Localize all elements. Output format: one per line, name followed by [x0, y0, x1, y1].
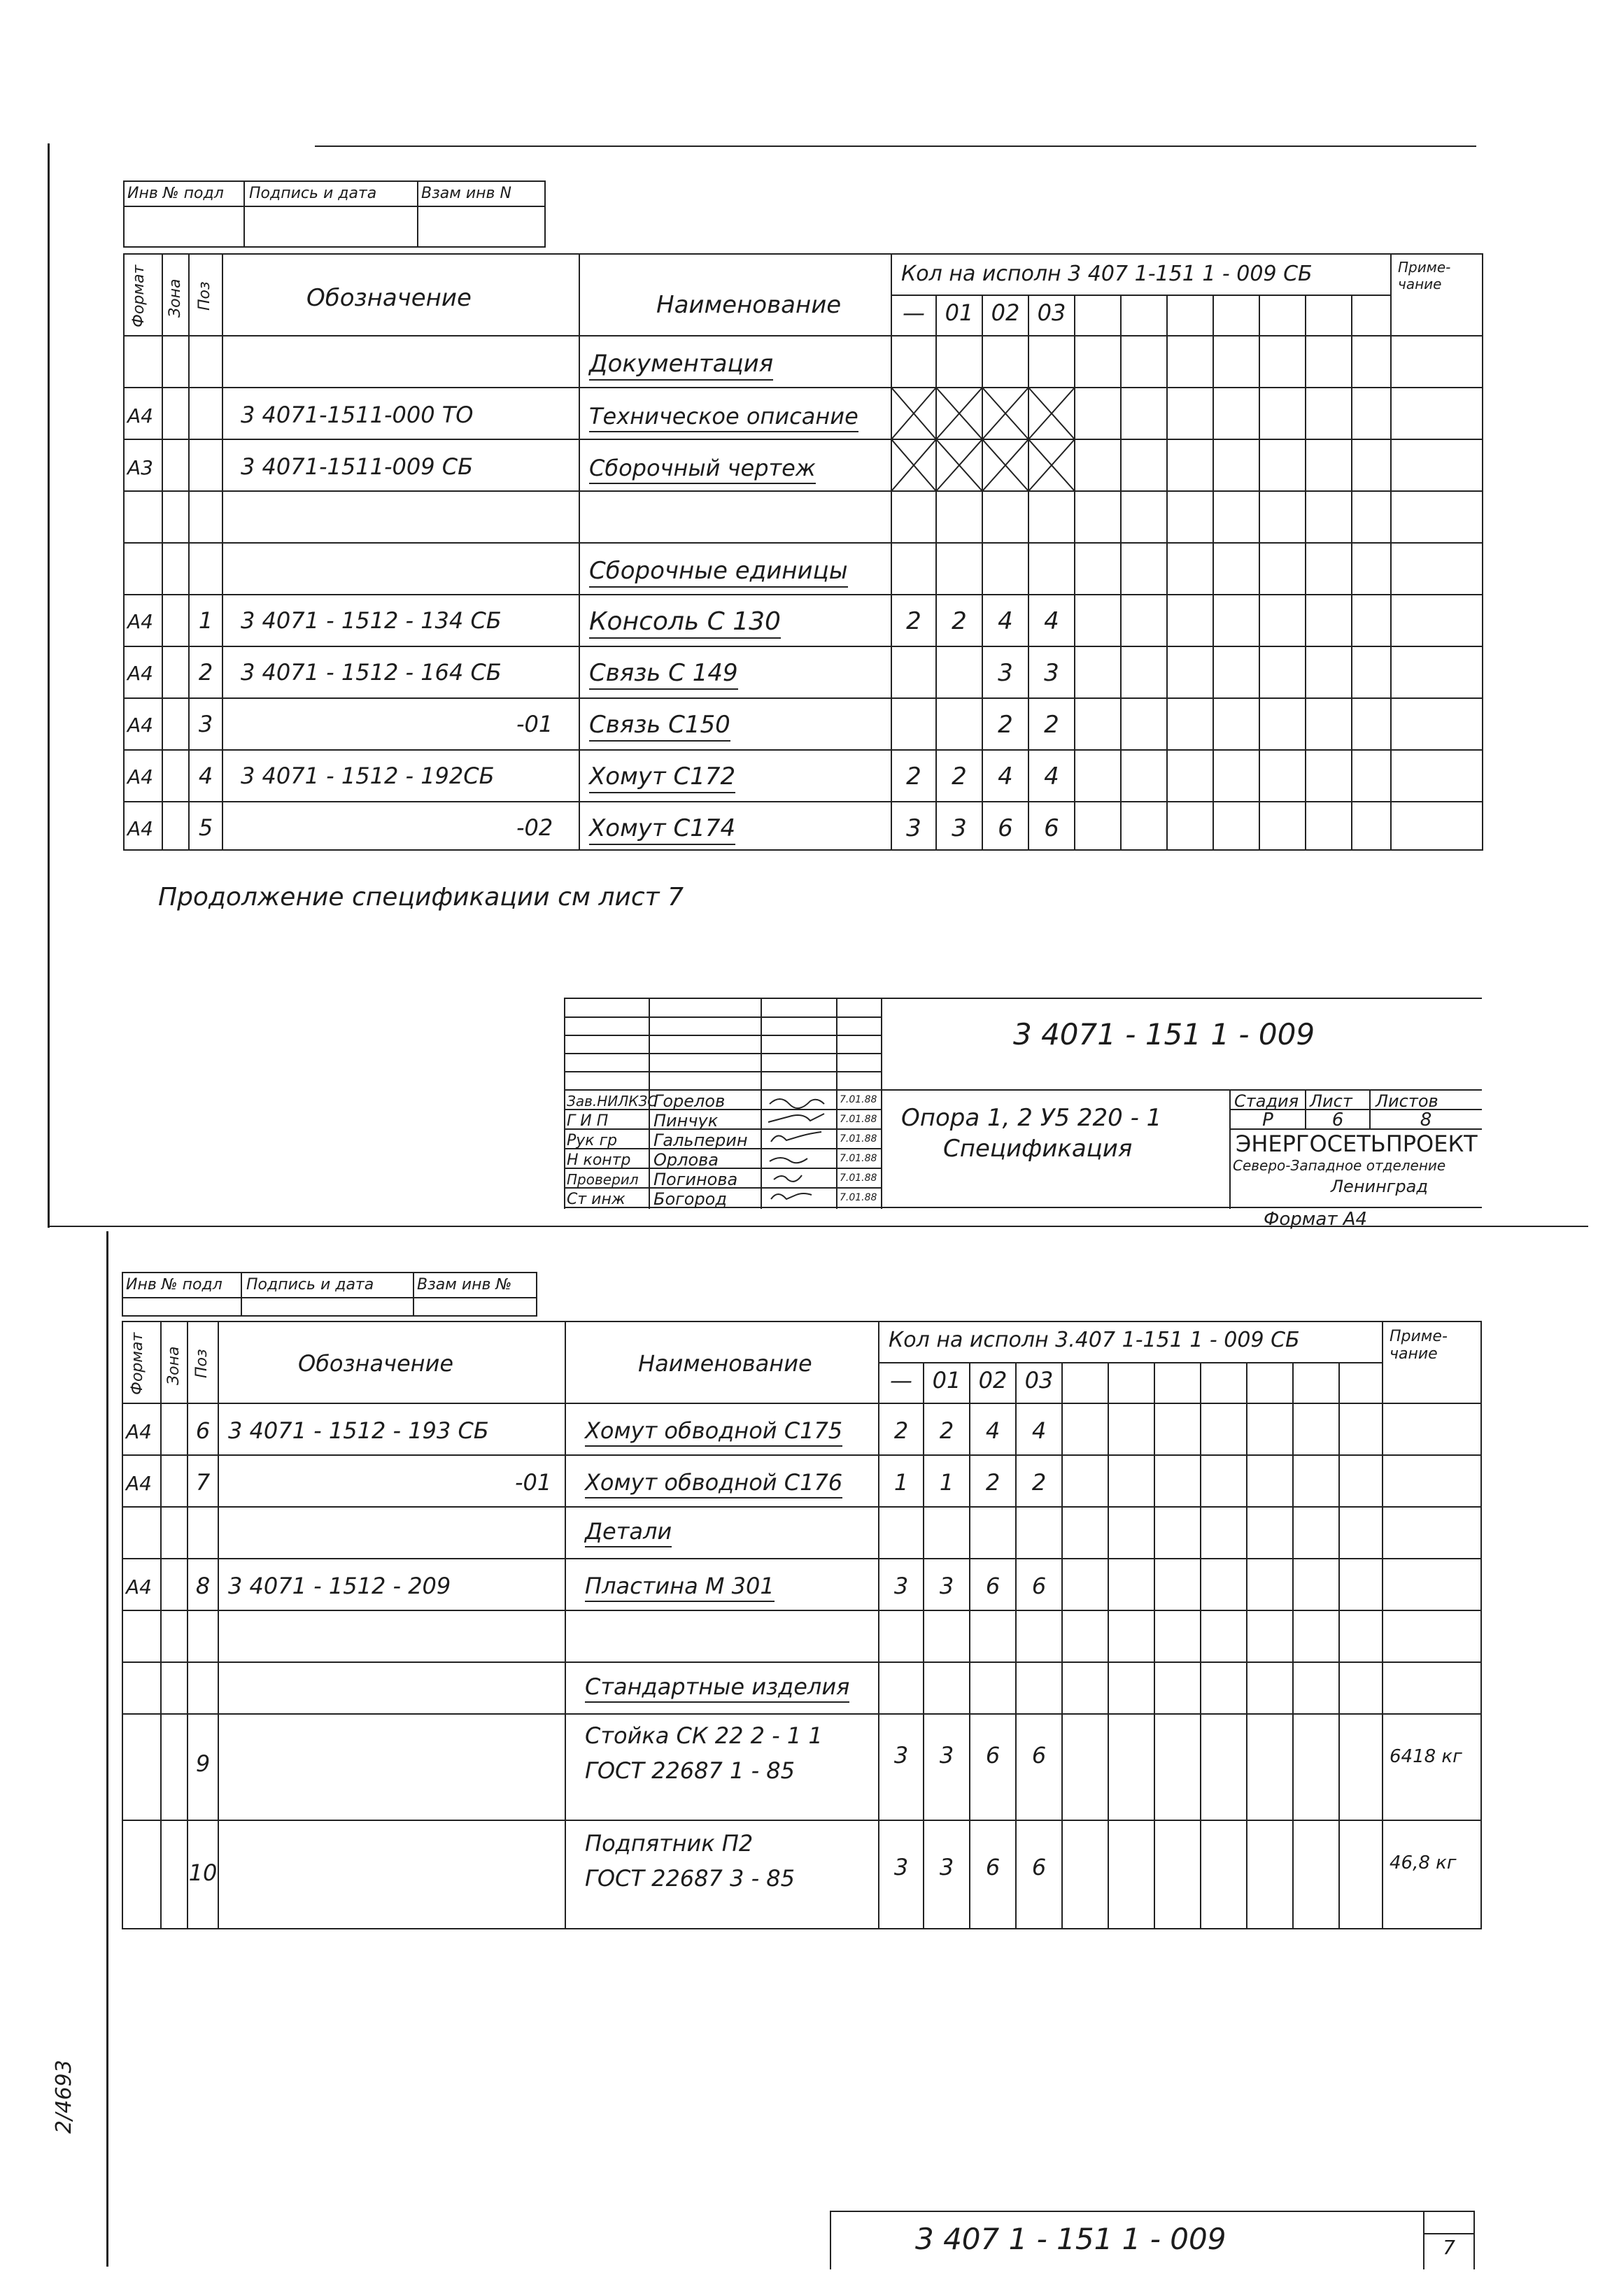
row-designation: 3 4071 - 1512 - 134 СБ	[241, 607, 502, 634]
hdr-designation: Обозначение	[298, 1350, 454, 1377]
org-city: Ленинград	[1331, 1177, 1428, 1196]
row-designation: 3 4071 - 1512 - 164 СБ	[241, 659, 502, 686]
row-designation: 3 4071-1511-009 СБ	[241, 453, 474, 480]
qty-cell: 2	[893, 1417, 909, 1444]
qty-cell: 3	[1044, 659, 1059, 687]
qty-cell: 2	[985, 1469, 1001, 1496]
sheet-number: 7	[1443, 2236, 1455, 2259]
signer-date: 7.01.88	[840, 1192, 877, 1203]
hdr-name: Наименование	[656, 291, 842, 319]
signer-name: Пинчук	[653, 1111, 719, 1131]
signer-role: Ст инж	[567, 1191, 625, 1208]
row-name: Детали	[585, 1518, 672, 1547]
vzam-label: Взам инв N	[421, 185, 511, 202]
sign-label: Подпись и дата	[249, 185, 377, 202]
hdr-variant-3: 03	[1024, 1367, 1054, 1394]
hdr-variant-2: 02	[991, 299, 1020, 326]
sign-label: Подпись и дата	[246, 1276, 374, 1294]
hdr-zone: Зона	[165, 1346, 183, 1385]
hdr-pos: Поз	[193, 1349, 211, 1378]
hdr-variant-2: 02	[978, 1367, 1008, 1394]
signer-date: 7.01.88	[840, 1133, 877, 1145]
qty-cell: 6	[998, 814, 1013, 842]
signer-role: Зав.НИЛКЗС	[567, 1093, 658, 1110]
hdr-designation: Обозначение	[306, 284, 472, 312]
row-note: 46,8 кг	[1390, 1852, 1457, 1873]
qty-cell: 6	[985, 1742, 1001, 1769]
hdr-variant-1: 01	[932, 1367, 961, 1394]
format-label: Формат А4	[1264, 1209, 1368, 1230]
continuation-note: Продолжение спецификации см лист 7	[158, 883, 684, 912]
row-designation: -01	[515, 1469, 552, 1496]
qty-cell: 2	[952, 763, 967, 791]
vzam-label: Взам инв №	[417, 1276, 512, 1294]
row-pos: 5	[198, 814, 213, 841]
qty-cell: 3	[939, 1742, 954, 1769]
inv-label: Инв № подл	[126, 1276, 222, 1294]
signer-name: Горелов	[653, 1091, 726, 1111]
qty-cell: 3	[952, 814, 967, 842]
signer-name: Орлова	[653, 1150, 719, 1170]
row-name: Сборочный чертеж	[589, 455, 816, 484]
sheet-2	[0, 1231, 1619, 2296]
qty-cell: 6	[1031, 1854, 1047, 1880]
qty-cell: 1	[893, 1469, 909, 1496]
signer-date: 7.01.88	[840, 1153, 877, 1164]
title-block	[564, 998, 1482, 1209]
row-name: Сборочные единицы	[589, 557, 848, 588]
doc-title: Опора 1, 2 У5 220 - 1	[901, 1104, 1162, 1132]
sheets-value: 8	[1420, 1110, 1432, 1131]
qty-cell: 4	[998, 607, 1013, 635]
row-pos: 8	[195, 1573, 211, 1599]
qty-cell: 1	[939, 1469, 954, 1496]
row-pos: 4	[198, 763, 213, 789]
qty-cell: 2	[952, 607, 967, 635]
doc-code: 3 4071 - 151 1 - 009	[1013, 1017, 1315, 1051]
qty-cell: 3	[939, 1573, 954, 1599]
inventory-stamp-2	[122, 1272, 537, 1317]
qty-cell: 6	[985, 1854, 1001, 1880]
signer-date: 7.01.88	[840, 1114, 877, 1125]
signer-name: Гальперин	[653, 1131, 748, 1150]
row-designation: 3 4071 - 1512 - 192СБ	[241, 763, 495, 789]
qty-cell: 6	[1031, 1573, 1047, 1599]
row-pos: 6	[195, 1417, 211, 1444]
stage-label: Стадия	[1234, 1091, 1299, 1111]
row-format: А4	[127, 610, 153, 633]
qty-cell: 4	[1031, 1417, 1047, 1444]
qty-cell: 3	[906, 814, 921, 842]
row-name: Стойка СК 22 2 - 1 1	[585, 1722, 823, 1749]
row-pos: 2	[198, 659, 213, 686]
qty-cell: 6	[985, 1573, 1001, 1599]
row-name: Хомут С172	[589, 763, 735, 793]
sheets-label: Листов	[1376, 1091, 1438, 1111]
qty-cell: 6	[1044, 814, 1059, 842]
hdr-pos: Поз	[196, 281, 213, 311]
sheet-value: 6	[1331, 1110, 1344, 1131]
signatures-image	[763, 1090, 840, 1209]
qty-cell: 2	[906, 763, 921, 791]
row-name: Пластина М 301	[585, 1573, 775, 1602]
hdr-note: Приме-чание	[1398, 259, 1451, 292]
row-designation: -01	[516, 711, 553, 737]
row-pos: 1	[198, 607, 213, 634]
hdr-format: Формат	[130, 264, 148, 327]
row-format: А3	[127, 456, 153, 479]
qty-cell: 4	[985, 1417, 1001, 1444]
row-name-2: ГОСТ 22687 3 - 85	[585, 1865, 796, 1892]
row-name: Консоль С 130	[589, 607, 781, 639]
qty-cell: 3	[893, 1573, 909, 1599]
row-format: А4	[127, 817, 153, 840]
qty-cell: 2	[1044, 711, 1059, 739]
doc-code-2: 3 407 1 - 151 1 - 009	[915, 2222, 1226, 2256]
qty-cell: 2	[1031, 1469, 1047, 1496]
signer-role: Рук гр	[567, 1132, 618, 1149]
qty-cell: 6	[1031, 1742, 1047, 1769]
hdr-format: Формат	[129, 1332, 146, 1395]
hdr-qty: Кол на исполн 3.407 1-151 1 - 009 СБ	[889, 1328, 1300, 1352]
row-designation: -02	[516, 814, 553, 841]
qty-cell: 4	[998, 763, 1013, 791]
row-pos: 9	[195, 1750, 211, 1777]
row-format: А4	[126, 1472, 152, 1495]
qty-cell: 3	[939, 1854, 954, 1880]
qty-cell: 2	[998, 711, 1013, 739]
row-designation: 3 4071 - 1512 - 193 СБ	[228, 1417, 489, 1444]
hdr-name: Наименование	[638, 1350, 812, 1377]
hdr-zone: Зона	[167, 278, 184, 318]
qty-cell: 4	[1044, 763, 1059, 791]
row-pos: 3	[198, 711, 213, 737]
org-name: ЭНЕРГОСЕТЬПРОЕКТ	[1236, 1131, 1478, 1157]
org-sub: Северо-Западное отделение	[1233, 1157, 1446, 1174]
row-pos: 7	[195, 1469, 211, 1496]
hdr-variant-0: —	[890, 1367, 912, 1394]
row-format: А4	[126, 1575, 152, 1599]
row-name: Техническое описание	[589, 403, 858, 432]
row-name: Хомут обводной С175	[585, 1417, 842, 1447]
signer-date: 7.01.88	[840, 1094, 877, 1105]
row-pos: 10	[188, 1859, 218, 1886]
signer-name: Богород	[653, 1189, 727, 1209]
inv-label: Инв № подл	[127, 185, 224, 202]
row-name: Хомут С174	[589, 814, 735, 845]
signer-role: Проверил	[567, 1171, 639, 1188]
qty-cell: 2	[939, 1417, 954, 1444]
qty-cell: 2	[906, 607, 921, 635]
spec-table-2	[122, 1321, 1482, 1929]
hdr-variant-1: 01	[945, 299, 974, 326]
signer-date: 7.01.88	[840, 1172, 877, 1184]
sheet-number-box	[1423, 2211, 1475, 2269]
stage-value: Р	[1262, 1110, 1273, 1131]
signer-name: Погинова	[653, 1170, 738, 1189]
row-name: Связь С 149	[589, 659, 738, 690]
row-format: А4	[127, 404, 153, 427]
bottom-title	[830, 2211, 1447, 2269]
signer-role: Н контр	[567, 1151, 631, 1169]
row-name: Подпятник П2	[585, 1830, 754, 1857]
row-format: А4	[127, 714, 153, 737]
sheet-label: Лист	[1310, 1091, 1352, 1111]
spec-table-1	[123, 253, 1483, 851]
spec-table-2-grid	[123, 1322, 1483, 1931]
signer-role: Г И П	[567, 1112, 609, 1130]
qty-cell: 3	[998, 659, 1013, 687]
row-name: Хомут обводной С176	[585, 1469, 842, 1498]
qty-cell: 3	[893, 1742, 909, 1769]
hdr-variant-3: 03	[1037, 299, 1066, 326]
row-name-2: ГОСТ 22687 1 - 85	[585, 1757, 796, 1784]
row-name: Документация	[589, 350, 773, 381]
hdr-note: Приме-чание	[1390, 1328, 1448, 1363]
side-note: 2/4693	[52, 2060, 76, 2134]
hdr-qty: Кол на исполн 3 407 1-151 1 - 009 СБ	[901, 262, 1313, 286]
row-format: А4	[126, 1420, 152, 1443]
qty-cell: 4	[1044, 607, 1059, 635]
row-format: А4	[127, 765, 153, 788]
row-designation: 3 4071-1511-000 ТО	[241, 402, 474, 428]
qty-cell: 3	[893, 1854, 909, 1880]
hdr-variant-0: —	[903, 299, 925, 326]
row-designation: 3 4071 - 1512 - 209	[228, 1573, 451, 1599]
row-format: А4	[127, 662, 153, 685]
row-name: Стандартные изделия	[585, 1673, 849, 1703]
doc-subtitle: Спецификация	[943, 1135, 1133, 1163]
row-name: Связь С150	[589, 711, 730, 742]
row-note: 6418 кг	[1390, 1746, 1462, 1767]
inventory-stamp	[123, 180, 546, 248]
